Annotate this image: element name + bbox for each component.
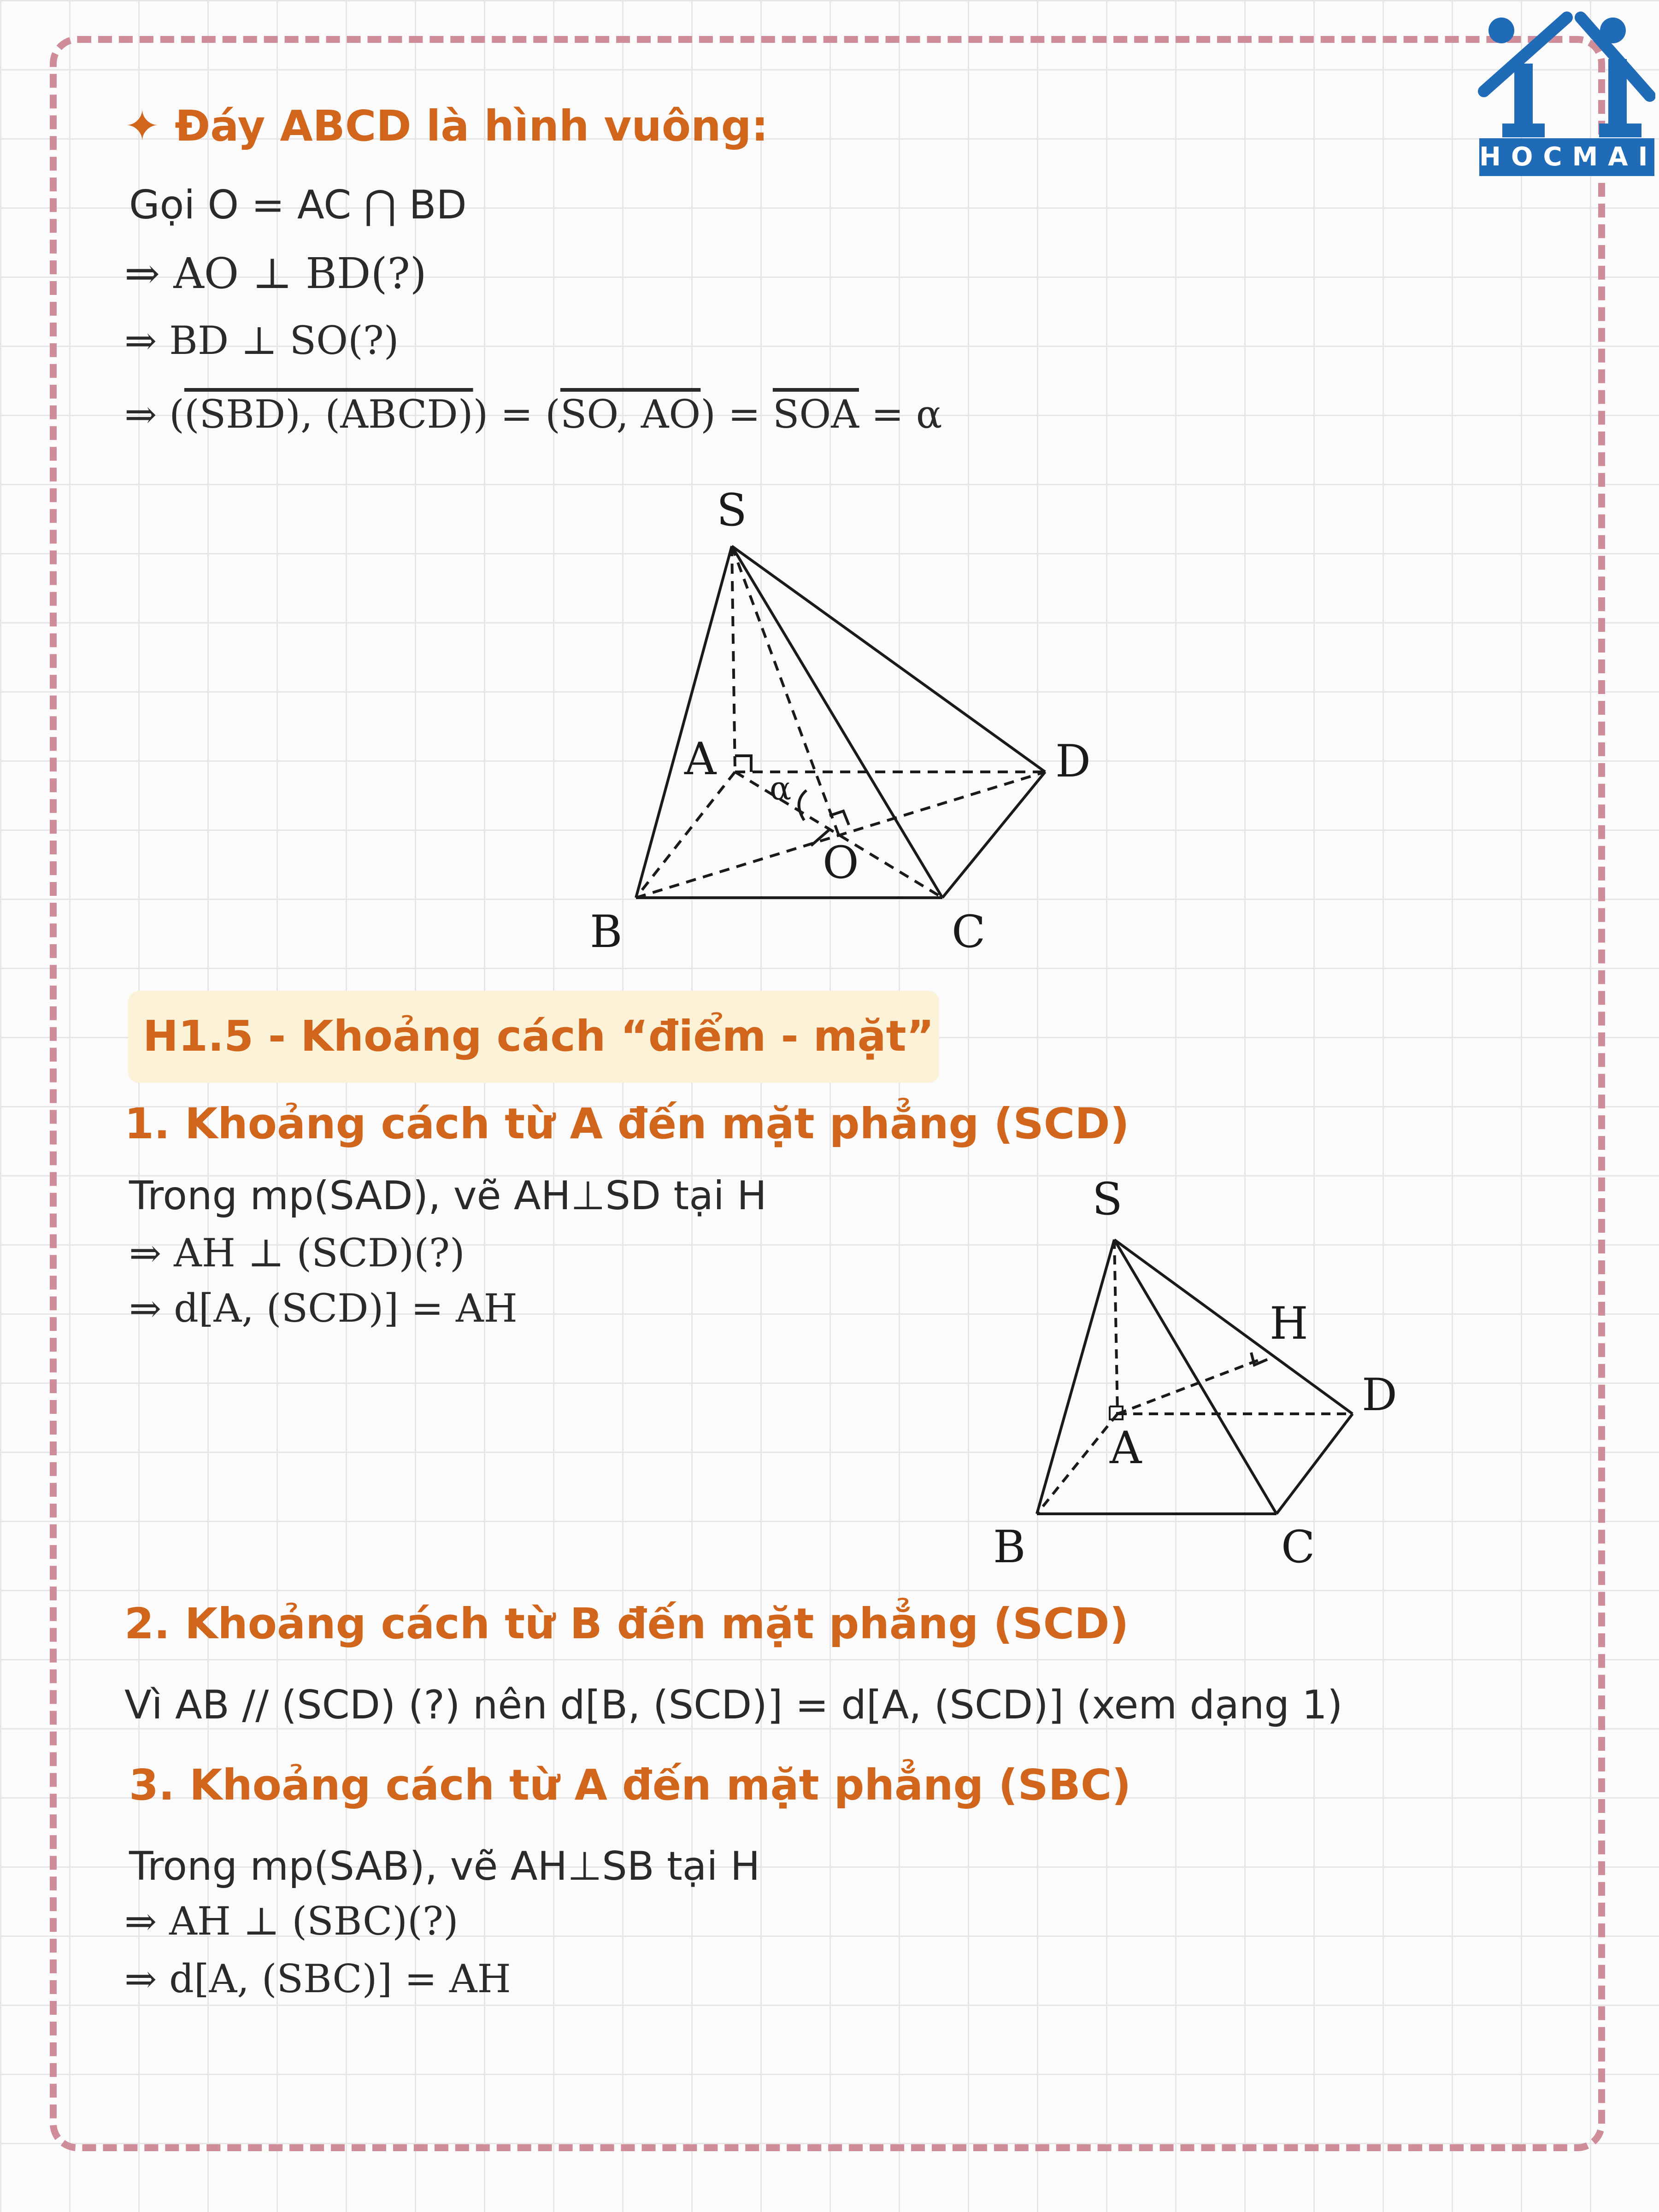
figure1-label-c: C bbox=[952, 906, 986, 958]
part1-line2: ⇒ AH ⊥ (SCD)(?) bbox=[129, 1230, 465, 1276]
line-bd-perp-so: ⇒ BD ⊥ SO(?) bbox=[124, 318, 399, 363]
figure1-label-s: S bbox=[717, 484, 747, 536]
figure2-label-a: A bbox=[1110, 1422, 1142, 1474]
line-goi-o: Gọi O = AC ⋂ BD bbox=[129, 182, 467, 228]
section-title-text: Đáy ABCD là hình vuông: bbox=[175, 101, 769, 151]
line-ao-perp-bd: ⇒ AO ⊥ BD(?) bbox=[124, 249, 427, 298]
angle-arc-planes: (SBD), (ABCD) bbox=[184, 392, 473, 437]
part2-line1: Vì AB // (SCD) (?) nên d[B, (SCD)] = d[A, (SCD)] (xem dạng 1) bbox=[124, 1682, 1343, 1728]
figure1-label-d: D bbox=[1055, 735, 1091, 787]
figure1-label-alpha: α bbox=[770, 770, 792, 807]
logo-text: HOCMAI bbox=[1479, 138, 1654, 176]
angle-arc-lines: SO, AO bbox=[560, 392, 701, 437]
line-angle-equation: ⇒ ((SBD), (ABCD)) = (SO, $AO) = \overline{SOA} = \alpha$ bbox=[124, 392, 942, 437]
figure1-label-a: A bbox=[684, 733, 717, 785]
part3-title: 3. Khoảng cách từ A đến mặt phẳng (SBC) bbox=[129, 1760, 1131, 1810]
figure2-label-h: H bbox=[1270, 1298, 1308, 1349]
part3-line2: ⇒ AH ⊥ (SBC)(?) bbox=[124, 1899, 459, 1944]
pyramid-figure-2 bbox=[968, 1161, 1429, 1576]
figure1-label-o: O bbox=[823, 837, 859, 888]
figure2-label-d: D bbox=[1362, 1369, 1397, 1421]
angle-arc-soa: $\overline{SOA}$ bbox=[772, 392, 859, 437]
figure2-label-s: S bbox=[1092, 1173, 1123, 1225]
figure2-label-c: C bbox=[1281, 1521, 1315, 1573]
h15-title: H1.5 - Khoảng cách “điểm - mặt” bbox=[143, 1012, 935, 1061]
star-icon: ✦ bbox=[124, 101, 160, 151]
part3-line1: Trong mp(SAB), vẽ AH⊥SB tại H bbox=[129, 1843, 760, 1889]
figure2-label-b: B bbox=[993, 1521, 1026, 1573]
pyramid-figure-1 bbox=[553, 475, 1152, 977]
part1-line3: ⇒ d[A, (SCD)] = AH bbox=[129, 1286, 518, 1331]
part3-line3: ⇒ d[A, (SBC)] = AH bbox=[124, 1956, 511, 2001]
part2-title: 2. Khoảng cách từ B đến mặt phẳng (SCD) bbox=[124, 1599, 1129, 1648]
section-title bbox=[124, 101, 768, 151]
part1-title: 1. Khoảng cách từ A đến mặt phẳng (SCD) bbox=[124, 1099, 1130, 1148]
figure1-label-b: B bbox=[590, 906, 623, 958]
part1-line1: Trong mp(SAD), vẽ AH⊥SD tại H bbox=[129, 1173, 767, 1219]
